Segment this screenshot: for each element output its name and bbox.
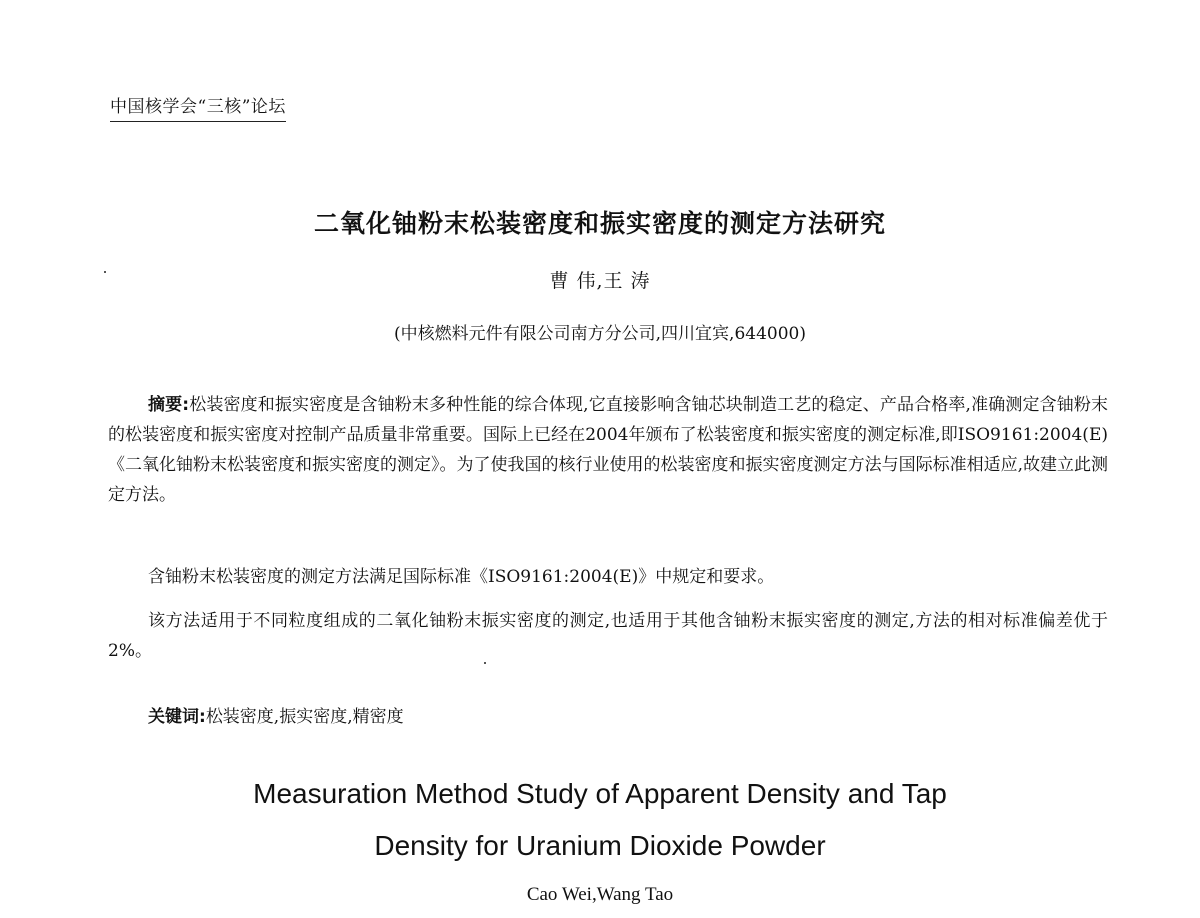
abstract-label: 摘要: <box>148 395 190 415</box>
forum-header: 中国核学会“三核”论坛 <box>110 92 286 122</box>
keywords-line <box>108 702 1108 732</box>
chinese-title: 二氧化铀粉末松装密度和振实密度的测定方法研究 <box>313 209 886 238</box>
scan-speck <box>104 271 106 273</box>
keywords-label: 关键词: <box>148 707 206 727</box>
english-title <box>0 768 1200 872</box>
english-authors: Cao Wei,Wang Tao <box>526 884 674 905</box>
abstract-paragraph-2: 含铀粉末松装密度的测定方法满足国际标准《ISO9161:2004(E)》中规定和要求。 <box>148 567 775 587</box>
scan-speck <box>484 662 486 664</box>
chinese-affiliation: (中核燃料元件有限公司南方分公司,四川宜宾,644000) <box>394 324 806 344</box>
keywords-text: 松装密度,振实密度,精密度 <box>205 707 404 727</box>
abstract-text: 松装密度和振实密度是含铀粉末多种性能的综合体现,它直接影响含铀芯块制造工艺的稳定、产品合格率,准确测定含铀粉末的松装密度和振实密度对控制产品质量非常重要。国际上已经在2004年颁布了松装密度和振实密度的测定标准,即ISO9161:2004(E)《二氧化铀粉末松装密度和振实密度的测定》。为了使我国的核行业使用的松装密度和振实密度测定方法与国际标准相适应,故建立此测定方法。 <box>108 395 1108 505</box>
english-title-line-1: Measuration Method Study of Apparent Density and Tap <box>253 778 947 809</box>
abstract-paragraph <box>108 390 1108 510</box>
english-title-line-2: Density for Uranium Dioxide Powder <box>374 830 826 861</box>
chinese-authors: 曹 伟,王 涛 <box>549 270 651 292</box>
abstract-paragraph-3: 该方法适用于不同粒度组成的二氧化铀粉末振实密度的测定,也适用于其他含铀粉末振实密度的测定,方法的相对标准偏差优于2%。 <box>108 611 1108 661</box>
